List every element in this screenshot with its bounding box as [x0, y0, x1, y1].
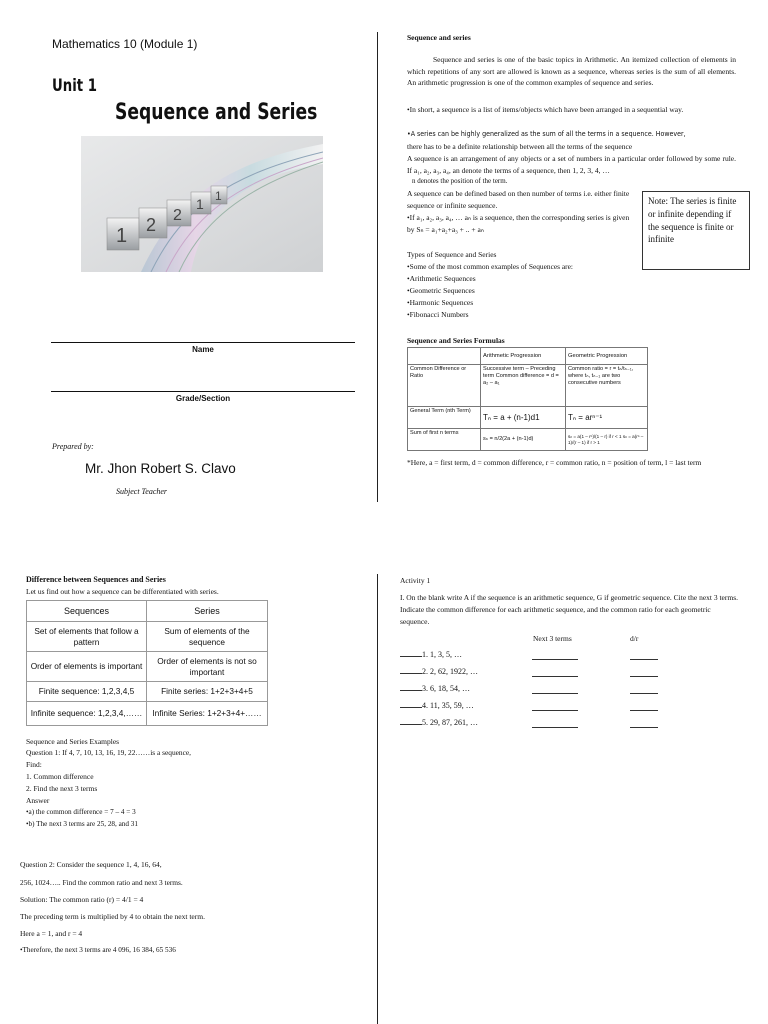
next-terms-blank[interactable]	[532, 650, 578, 660]
intro-para4: •If a₁, a₂, a₃, a₄, … aₙ is a sequence, then the corresponding series is given by Sₙ = a₁+a₂+a₃ + .. + aₙ	[407, 213, 630, 234]
intro-bullet1: •In short, a sequence is a list of items/objects which have been arranged in a sequential way.	[407, 105, 684, 114]
formula-cell: sₙ = a(1 – rⁿ)/(1 – r) if r < 1 sₙ = a(rⁿ – 1)/(r – 1) if r > 1	[566, 429, 648, 451]
prepared-by-label: Prepared by:	[52, 442, 94, 451]
activity-instructions: I. On the blank write A if the sequence is an arithmetic sequence, G if geometric sequence. Cite the next 3 terms. Indicate the common difference for each arithmetic sequence, and the common ratio for each geometric sequence.	[400, 593, 739, 626]
solution-line: •Therefore, the next 3 terms are 4 096, 16 384, 65 536	[20, 946, 176, 954]
formula-header: Arithmetic Progression	[481, 348, 566, 365]
grade-label: Grade/Section	[175, 394, 231, 403]
difference-cell: Finite sequence: 1,2,3,4,5	[27, 682, 147, 702]
activity-item-label: 2. 2, 62, 1922, …	[422, 667, 478, 676]
formula-cell: Sum of first n terms	[408, 429, 481, 451]
intro-bullet2a: •A series can be highly generalized as the sum of all the terms in a sequence. However,	[407, 130, 686, 138]
formula-cell: Common ratio = r = tₙ/tₙ₋₁, where tₙ, tₙ₋₁ are two consecutive numbers	[566, 365, 648, 407]
activity-item	[400, 684, 470, 696]
intro-para2a: A sequence is an arrangement of any objects or a set of numbers in a particular order followed by some rule. If a₁, a₂, a₃, a₄, an denote the terms of a sequence, then 1, 2, 3, 4, …	[407, 154, 736, 175]
cube-digit-1: 1	[116, 225, 128, 247]
formula-cell: Successive term – Preceding term Common difference = d = a₂ – a₁	[481, 365, 566, 407]
difference-header: Series	[147, 601, 268, 622]
formula-cell: sₙ = n/2(2a + (n-1)d)	[481, 429, 566, 451]
difference-cell: Order of elements is important	[27, 652, 147, 682]
author-role: Subject Teacher	[116, 487, 168, 496]
name-line	[51, 342, 355, 343]
answer-blank[interactable]	[400, 707, 422, 708]
find-item: 1. Common difference	[26, 772, 94, 781]
find-label: Find:	[26, 760, 42, 769]
activity-item	[400, 718, 478, 730]
difference-cell: Sum of elements of the sequence	[147, 622, 268, 652]
question-2a: Question 2: Consider the sequence 1, 4, 16, 64,	[20, 860, 162, 869]
answer-blank[interactable]	[400, 673, 422, 674]
type-item: •Fibonacci Numbers	[407, 310, 469, 319]
answer-item: •a) the common difference = 7 – 4 = 3	[26, 808, 136, 816]
difference-cell: Set of elements that follow a pattern	[27, 622, 147, 652]
formula-header	[408, 348, 481, 365]
difference-intro: Let us find out how a sequence can be differentiated with series.	[26, 587, 219, 596]
grade-line	[51, 391, 355, 392]
intro-para2b: n denotes the position of the term.	[412, 177, 508, 185]
note-box	[642, 191, 750, 270]
types-intro: •Some of the most common examples of Sequences are:	[407, 262, 573, 271]
question-2b: 256, 1024….. Find the common ratio and next 3 terms.	[20, 878, 183, 887]
formula-header: Geometric Progression	[566, 348, 648, 365]
author-name: Mr. Jhon Robert S. Clavo	[85, 461, 236, 476]
col-dr: d/r	[630, 634, 639, 643]
unit-label: Unit 1	[52, 76, 97, 96]
question-1: Question 1: If 4, 7, 10, 13, 16, 19, 22……is a sequence,	[26, 748, 192, 757]
cube-digit-4: 1	[196, 196, 204, 212]
difference-cell: Finite series: 1+2+3+4+5	[147, 682, 268, 702]
cover-title: Sequence and Series	[115, 100, 318, 125]
examples-heading: Sequence and Series Examples	[26, 737, 120, 746]
name-label: Name	[192, 345, 214, 354]
next-terms-blank[interactable]	[532, 667, 578, 677]
dr-blank[interactable]	[630, 718, 658, 728]
difference-cell: Order of elements is not so important	[147, 652, 268, 682]
difference-cell: Infinite sequence: 1,2,3,4,……	[27, 702, 147, 726]
dr-blank[interactable]	[630, 650, 658, 660]
dr-blank[interactable]	[630, 684, 658, 694]
next-terms-blank[interactable]	[532, 718, 578, 728]
difference-heading: Difference between Sequences and Series	[26, 575, 166, 584]
solution-line: The preceding term is multiplied by 4 to obtain the next term.	[20, 912, 205, 921]
activity-item-label: 4. 11, 35, 59, …	[422, 701, 474, 710]
activity-item-label: 3. 6, 18, 54, …	[422, 684, 470, 693]
formula-table	[407, 347, 648, 451]
col-next-terms: Next 3 terms	[533, 634, 572, 643]
dr-blank[interactable]	[630, 701, 658, 711]
cube-digit-5: 1	[215, 189, 222, 203]
type-item: •Geometric Sequences	[407, 286, 475, 295]
note-text: Note: The series is finite or infinite depending if the sequence is finite or infinite	[648, 196, 737, 245]
course-label: Mathematics 10 (Module 1)	[52, 37, 198, 51]
next-terms-blank[interactable]	[532, 701, 578, 711]
answer-item: •b) The next 3 terms are 25, 28, and 31	[26, 820, 138, 828]
answer-blank[interactable]	[400, 656, 422, 657]
solution-line: Solution: The common ratio (r) = 4/1 = 4	[20, 895, 144, 904]
cube-digit-3: 2	[173, 207, 182, 224]
type-item: •Arithmetic Sequences	[407, 274, 476, 283]
activity-item	[400, 667, 478, 679]
intro-heading: Sequence and series	[407, 33, 471, 42]
formula-cell: Tₙ = a + (n-1)d1	[481, 407, 566, 429]
formula-cell: Tₙ = arⁿ⁻¹	[566, 407, 648, 429]
activity-item	[400, 701, 474, 713]
formula-cell: General Term (nth Term)	[408, 407, 481, 429]
intro-para1: Sequence and series is one of the basic topics in Arithmetic. An itemized collection of elements in which repetitions of any sort are allowed is known as a sequence, whereas series is the sum of all elements. An arithmetic progression is one of the common examples of sequence and series.	[407, 55, 736, 87]
answer-label: Answer	[26, 796, 50, 805]
find-item: 2. Find the next 3 terms	[26, 784, 98, 793]
formula-footnote: *Here, a = first term, d = common difference, r = common ratio, n = position of term, l = last term	[407, 458, 702, 467]
intro-para3: A sequence can be defined based on then number of terms i.e. either finite sequence or infinite sequence.	[407, 189, 630, 210]
dr-blank[interactable]	[630, 667, 658, 677]
activity-title: Activity 1	[400, 576, 431, 585]
answer-blank[interactable]	[400, 690, 422, 691]
solution-line: Here a = 1, and r = 4	[20, 929, 83, 938]
answer-blank[interactable]	[400, 724, 422, 725]
difference-cell: Infinite Series: 1+2+3+4+……	[147, 702, 268, 726]
activity-item-label: 5. 29, 87, 261, …	[422, 718, 478, 727]
cover-image	[81, 136, 323, 272]
page-divider-bottom	[377, 574, 378, 1024]
type-item: •Harmonic Sequences	[407, 298, 474, 307]
page-divider-top	[377, 32, 378, 502]
formulas-heading: Sequence and Series Formulas	[407, 336, 505, 345]
activity-item-label: 1. 1, 3, 5, …	[422, 650, 462, 659]
activity-item	[400, 650, 462, 662]
difference-header: Sequences	[27, 601, 147, 622]
types-heading: Types of Sequence and Series	[407, 250, 497, 259]
cube-digit-2: 2	[146, 215, 157, 235]
intro-bullet2b: there has to be a definite relationship between all the terms of the sequence	[407, 142, 633, 151]
next-terms-blank[interactable]	[532, 684, 578, 694]
difference-table	[26, 600, 268, 726]
formula-cell: Common Difference or Ratio	[408, 365, 481, 407]
